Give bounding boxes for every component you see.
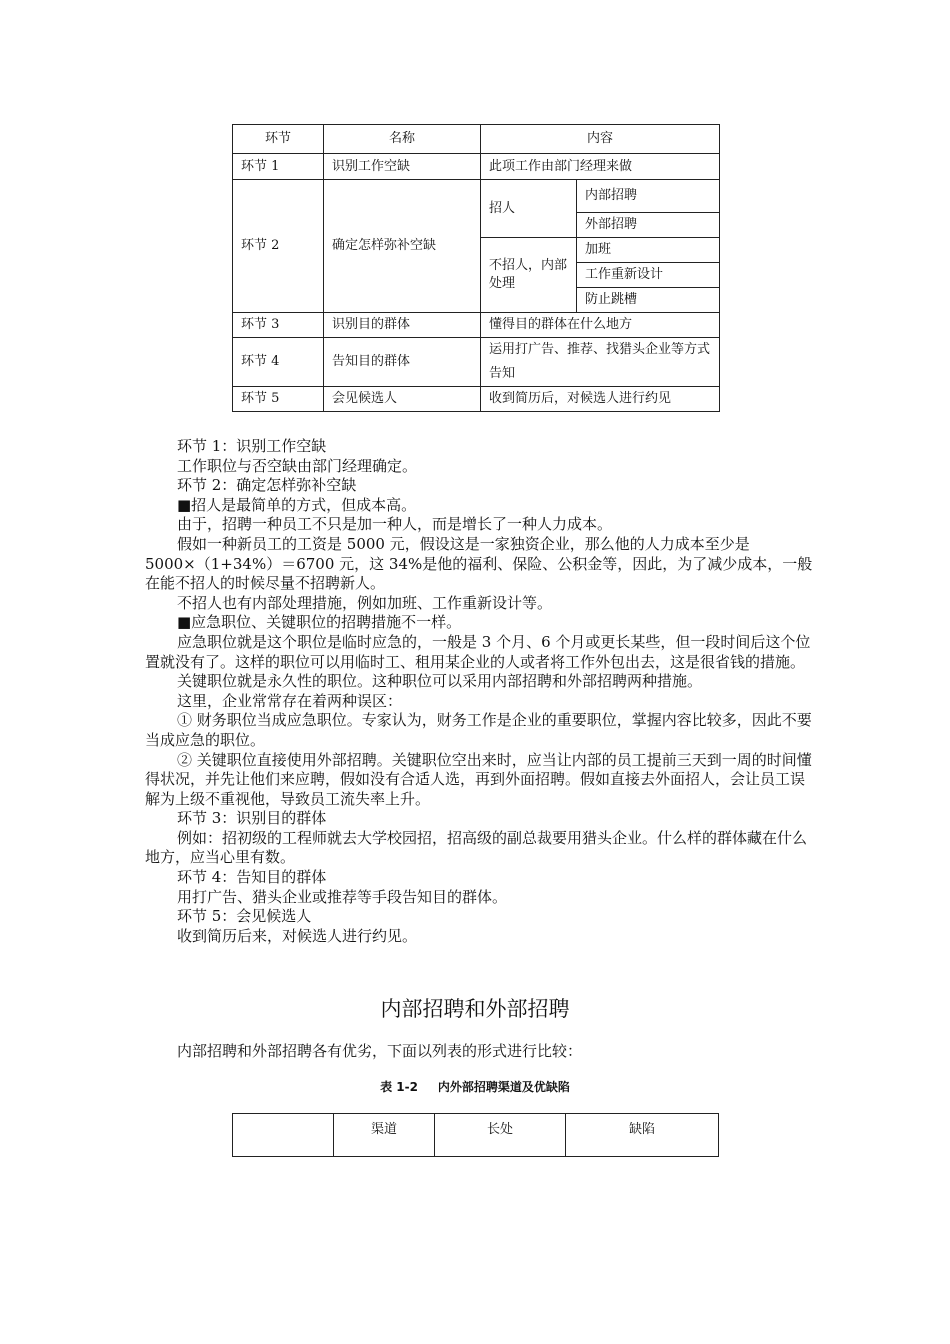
bullet-heading: ■应急职位、关键职位的招聘措施不一样。 (177, 613, 462, 632)
stage-heading: 环节 5：会见候选人 (177, 907, 312, 926)
paragraph: ① 财务职位当成应急职位。专家认为，财务工作是企业的重要职位，掌握内容比较多，因此不要当成应急的职位。 (145, 711, 812, 749)
section-intro: 内部招聘和外部招聘各有优劣，下面以列表的形式进行比较： (177, 1042, 583, 1060)
table-row (233, 180, 720, 213)
bullet-heading: ■招人是最简单的方式，但成本高。 (177, 495, 417, 514)
header-disadvantages: 缺陷 (566, 1114, 719, 1157)
header-blank (233, 1114, 334, 1157)
paragraph: 不招人也有内部处理措施，例如加班、工作重新设计等。 (177, 593, 553, 612)
paragraph: 用打广告、猎头企业或推荐等手段告知目的群体。 (177, 887, 508, 906)
table-caption (0, 1078, 950, 1095)
header-stage: 环节 (233, 125, 324, 154)
cell-content: 此项工作由部门经理来做 (481, 154, 720, 180)
header-advantages: 长处 (435, 1114, 566, 1157)
table-row (233, 338, 720, 387)
header-name: 名称 (324, 125, 481, 154)
paragraph: 由于，招聘一种员工不只是加一种人，而是增长了一种人力成本。 (177, 515, 613, 534)
channel-comparison-table (232, 1113, 719, 1157)
caption-text: 内外部招聘渠道及优缺陷 (437, 1080, 570, 1094)
cell-option: 工作重新设计 (577, 263, 720, 288)
paragraph: 关键职位就是永久性的职位。这种职位可以采用内部招聘和外部招聘两种措施。 (177, 672, 703, 691)
cell-nohire: 不招人，内部处理 (481, 238, 577, 313)
section-title: 内部招聘和外部招聘 (380, 997, 570, 1021)
cell-content: 运用打广告、推荐、找猎头企业等方式告知 (481, 338, 720, 387)
table-row (233, 313, 720, 338)
recruitment-stages-table (232, 124, 720, 412)
stage-heading: 环节 3：识别目的群体 (177, 809, 327, 828)
paragraph: 例如：招初级的工程师就去大学校园招，招高级的副总裁要用猎头企业。什么样的群体藏在什么地方，应当心里有数。 (145, 828, 808, 867)
cell-name: 识别目的群体 (324, 313, 481, 338)
table-header-row (233, 1114, 719, 1157)
cell-stage: 环节 4 (233, 338, 324, 387)
stage-heading: 环节 1：识别工作空缺 (177, 437, 327, 455)
cell-content: 懂得目的群体在什么地方 (481, 313, 720, 338)
cell-stage: 环节 2 (233, 180, 324, 313)
paragraph: 假如一种新员工的工资是 5000 元，假设这是一家独资企业，那么他的人力成本至少是 (177, 534, 750, 553)
stage-heading: 环节 4：告知目的群体 (177, 868, 327, 887)
paragraph: 收到简历后来，对候选人进行约见。 (177, 926, 418, 945)
cell-stage: 环节 5 (233, 387, 324, 412)
cell-name: 确定怎样弥补空缺 (324, 180, 481, 313)
table-row (233, 154, 720, 180)
paragraph: 5000×（1+34%）＝6700 元，这 34%是他的福利、保险、公积金等，因此，为了减少成本，一般在能不招人的时候尽量不招聘新人。 (145, 554, 813, 593)
table-row (233, 387, 720, 412)
cell-stage: 环节 1 (233, 154, 324, 180)
paragraph: 这里，企业常常存在着两种误区： (177, 691, 403, 710)
paragraph: 工作职位与否空缺由部门经理确定。 (177, 456, 418, 475)
stage-heading: 环节 2：确定怎样弥补空缺 (177, 476, 357, 495)
paragraph: ② 关键职位直接使用外部招聘。关键职位空出来时，应当让内部的员工提前三天到一周的时间懂得状况，并先让他们来应聘，假如没有合适人选，再到外面招聘。假如直接去外面招人，会让员工误解为上级不重视他，导致员工流失率上升。 (145, 750, 812, 808)
paragraph: 应急职位就是这个职位是临时应急的，一般是 3 个月、6 个月或更长某些，但一段时间后这个位置就没有了。这样的职位可以用临时工、租用某企业的人或者将工作外包出去，这是很省钱的措施。 (145, 632, 811, 671)
caption-number: 表 1-2 (380, 1080, 418, 1094)
cell-name: 会见候选人 (324, 387, 481, 412)
cell-hire: 招人 (481, 180, 577, 238)
header-channel: 渠道 (334, 1114, 435, 1157)
cell-option: 外部招聘 (577, 213, 720, 238)
cell-name: 告知目的群体 (324, 338, 481, 387)
header-content: 内容 (481, 125, 720, 154)
table-header-row (233, 125, 720, 154)
cell-option: 加班 (577, 238, 720, 263)
cell-stage: 环节 3 (233, 313, 324, 338)
body-text (145, 437, 817, 946)
cell-content: 收到简历后，对候选人进行约见 (481, 387, 720, 412)
cell-name: 识别工作空缺 (324, 154, 481, 180)
cell-option: 内部招聘 (577, 180, 720, 213)
cell-option: 防止跳槽 (577, 288, 720, 313)
